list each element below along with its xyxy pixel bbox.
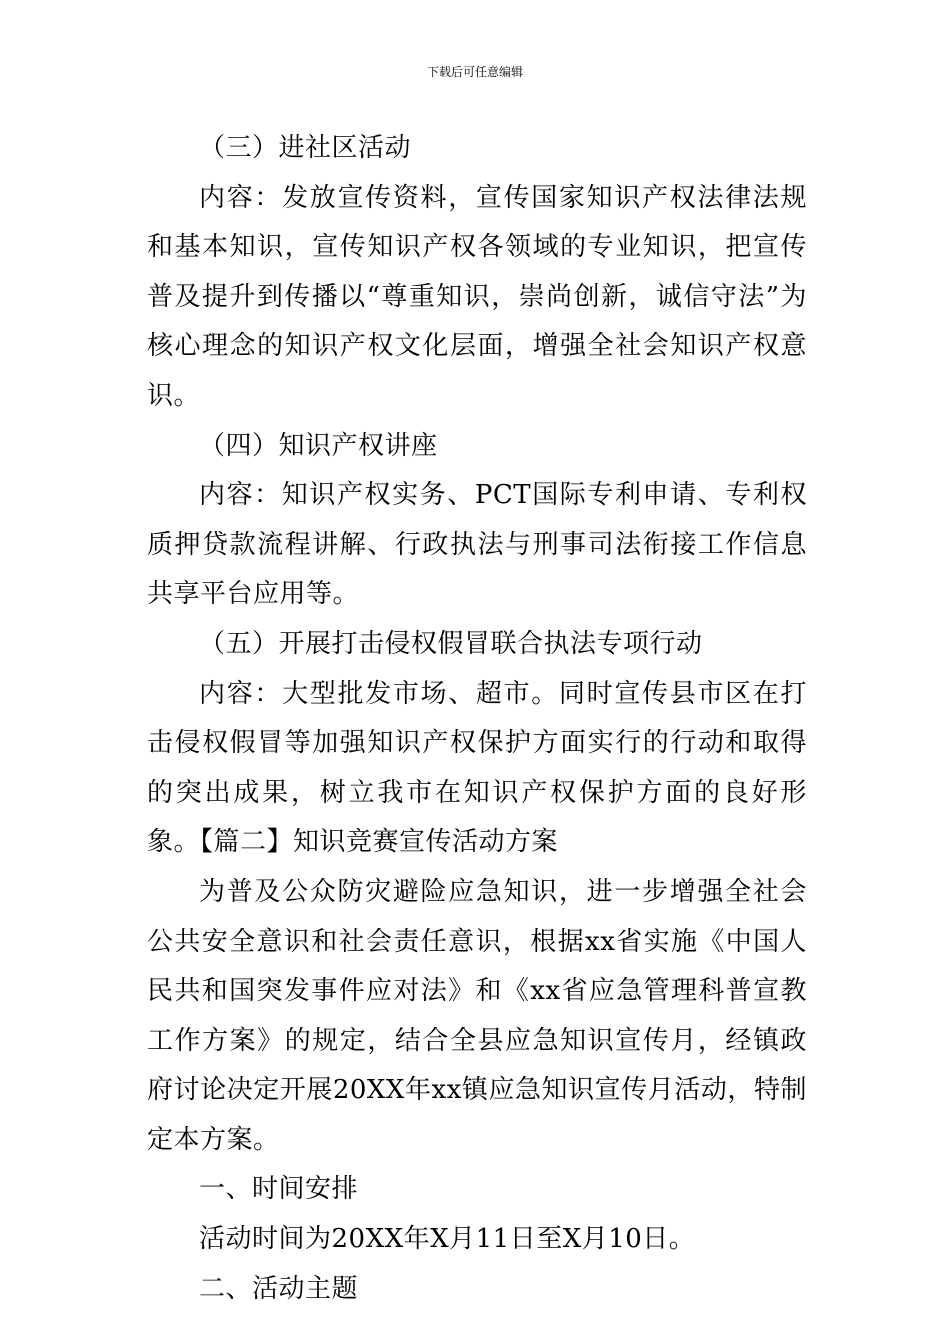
section-heading-community: （三）进社区活动 xyxy=(199,133,412,163)
section-heading-enforcement: （五）开展打击侵权假冒联合执法专项行动 xyxy=(199,628,703,659)
section-heading-schedule: 一、时间安排 xyxy=(199,1174,359,1205)
paragraph-schedule-content: 活动时间为20XX年X月11日至X月10日。 xyxy=(199,1224,696,1255)
page-header-note: 下载后可任意编辑 xyxy=(426,65,523,79)
paragraph-enforcement-content: 内容：大型批发市场、超市。同时宣传县市区在打击侵权假冒等加强知识产权保护方面实行的行动和取得的突出成果，树立我市在知识产权保护方面的良好形象。【篇二】知识竞赛宣传活动方案 xyxy=(147,678,807,858)
section-heading-lecture: （四）知识产权讲座 xyxy=(199,430,438,461)
paragraph-emergency-intro: 为普及公众防灾避险应急知识，进一步增强全社会公共安全意识和社会责任意识，根据xx省实施《中国人民共和国突发事件应对法》和《xx省应急管理科普宣教工作方案》的规定，结合全县应急知识宣传月，经镇政府讨论决定开展20XX年xx镇应急知识宣传月活动，特制定本方案。 xyxy=(147,876,807,1155)
paragraph-community-content: 内容：发放宣传资料，宣传国家知识产权法律法规和基本知识，宣传知识产权各领域的专业知识，把宣传普及提升到传播以“尊重知识，崇尚创新，诚信守法”为核心理念的知识产权文化层面，增强全社会知识产权意识。 xyxy=(147,182,807,411)
paragraph-lecture-content: 内容：知识产权实务、PCT国际专利申请、专利权质押贷款流程讲解、行政执法与刑事司法衔接工作信息共享平台应用等。 xyxy=(147,480,807,610)
section-heading-theme: 二、活动主题 xyxy=(199,1273,359,1304)
document-body xyxy=(147,124,807,1314)
